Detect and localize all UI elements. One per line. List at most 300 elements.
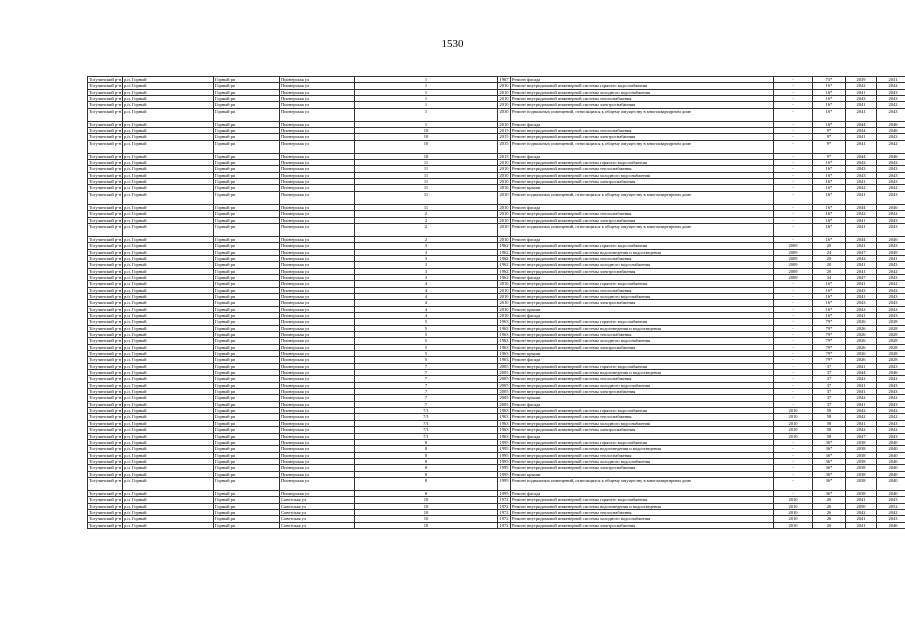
- plan-end-cell: 2043: [877, 191, 905, 204]
- settlement-cell: р.п. Горный: [123, 306, 214, 312]
- district-cell: Тогучинский р-н: [89, 243, 122, 249]
- work-type-cell: Ремонт внутридомовой инженерной системы холодного водоснабжения: [511, 420, 774, 426]
- settlement-cell: р.п. Горный: [123, 281, 214, 287]
- settlement-cell: р.п. Горный: [123, 433, 214, 439]
- settlement-cell: р.п. Горный: [123, 128, 214, 134]
- street-cell: Пионерская ул: [280, 370, 355, 376]
- municipality-cell: Горный рп: [214, 300, 280, 306]
- street-cell: Пионерская ул: [280, 102, 355, 108]
- street-cell: Пионерская ул: [280, 268, 355, 274]
- build-year-cell: 2010: [499, 211, 509, 217]
- settlement-cell: р.п. Горный: [123, 83, 214, 89]
- wear-cell: 16*: [813, 300, 846, 306]
- district-cell: Тогучинский р-н: [89, 179, 122, 185]
- work-type-cell: Ремонт внутридомовой инженерной системы водоотведения и водоотведения: [511, 503, 774, 509]
- settlement-cell: р.п. Горный: [123, 414, 214, 420]
- build-year-cell: 1963: [499, 351, 509, 357]
- build-year-cell: 2010: [499, 89, 509, 95]
- last-repair-year-cell: -: [774, 325, 813, 331]
- street-cell: Пионерская ул: [280, 185, 355, 191]
- work-type-cell: Ремонт фасада: [511, 490, 774, 496]
- municipality-cell: Горный рп: [214, 408, 280, 414]
- settlement-cell: р.п. Горный: [123, 363, 214, 369]
- wear-cell: 16*: [813, 191, 846, 204]
- work-type-cell: Ремонт крыши: [511, 471, 774, 477]
- municipality-cell: Горный рп: [214, 160, 280, 166]
- build-year-cell: 1972: [499, 497, 509, 503]
- municipality-cell: Горный рп: [214, 77, 280, 83]
- wear-cell: 16*: [813, 204, 846, 210]
- municipality-cell: Горный рп: [214, 134, 280, 140]
- street-cell: Пионерская ул: [280, 191, 355, 204]
- wear-cell: 16*: [813, 223, 846, 236]
- street-cell: Пионерская ул: [280, 427, 355, 433]
- plan-end-cell: 2040: [877, 452, 905, 458]
- plan-start-cell: 2042: [846, 211, 877, 217]
- wear-cell: 20: [813, 268, 846, 274]
- settlement-cell: р.п. Горный: [123, 102, 214, 108]
- plan-start-cell: 2042: [846, 414, 877, 420]
- build-year-cell: 2010: [498, 108, 511, 121]
- street-cell: Пионерская ул: [280, 134, 355, 140]
- work-type-cell: Ремонт внутридомовой инженерной системы теплоснабжения: [511, 166, 774, 172]
- street-cell: Пионерская ул: [280, 83, 355, 89]
- district-cell: Тогучинский р-н: [89, 414, 122, 420]
- settlement-cell: р.п. Горный: [123, 255, 214, 261]
- house-number-cell: 8: [355, 490, 498, 496]
- plan-end-cell: 2042: [877, 102, 905, 108]
- district-cell: Тогучинский р-н: [89, 293, 122, 299]
- last-repair-year-cell: -: [774, 153, 813, 159]
- wear-cell: 20: [813, 243, 846, 249]
- last-repair-year-cell: -: [774, 185, 813, 191]
- wear-cell: 16*: [813, 96, 846, 102]
- wear-cell: 16*: [813, 185, 846, 191]
- last-repair-year-cell: -: [774, 376, 813, 382]
- settlement-cell: р.п. Горный: [123, 211, 214, 217]
- last-repair-year-cell: -: [774, 477, 813, 490]
- settlement-cell: р.п. Горный: [123, 204, 214, 210]
- plan-start-cell: 2041: [846, 191, 877, 204]
- house-number-cell: 4: [355, 287, 498, 293]
- district-cell: Тогучинский р-н: [88, 108, 123, 121]
- plan-start-cell: 2026: [846, 344, 877, 350]
- district-cell: Тогучинский р-н: [89, 332, 122, 337]
- street-cell: Пионерская ул: [280, 332, 355, 338]
- last-repair-year-cell: -: [774, 382, 813, 388]
- house-number-cell: 10: [355, 516, 498, 522]
- street-cell: Пионерская ул: [280, 255, 355, 261]
- district-cell: Тогучинский р-н: [88, 477, 123, 490]
- house-number-cell: 11: [355, 166, 498, 172]
- district-cell: Тогучинский р-н: [89, 83, 122, 89]
- street-cell: Пионерская ул: [280, 166, 355, 172]
- plan-start-cell: 2041: [846, 217, 877, 223]
- wear-cell: 9*: [813, 128, 846, 134]
- plan-start-cell: 2041: [846, 281, 877, 287]
- plan-start-cell: 2044: [846, 128, 877, 134]
- build-year-cell: 1967: [499, 77, 509, 82]
- wear-cell: 37: [813, 370, 846, 376]
- work-type-cell: Ремонт внутридомовой инженерной системы электроснабжения: [511, 268, 774, 274]
- work-type-cell: Ремонт внутридомовой инженерной системы электроснабжения: [511, 217, 774, 223]
- work-type-cell: Ремонт внутридомовой инженерной системы электроснабжения: [511, 427, 774, 433]
- plan-start-cell: 2042: [846, 376, 877, 382]
- plan-end-cell: 2049: [877, 249, 905, 255]
- build-year-cell: 1972: [499, 516, 509, 522]
- district-cell: Тогучинский р-н: [89, 274, 122, 280]
- plan-end-cell: 2028: [877, 332, 905, 338]
- work-type-cell: Ремонт внутридомовой инженерной системы теплоснабжения: [511, 128, 774, 134]
- settlement-cell: р.п. Горный: [123, 477, 214, 490]
- municipality-cell: Горный рп: [214, 217, 280, 223]
- last-repair-year-cell: -: [774, 217, 813, 223]
- municipality-cell: Горный рп: [214, 490, 280, 496]
- street-cell: Пионерская ул: [280, 471, 355, 477]
- build-year-cell: 1963: [499, 357, 509, 363]
- district-cell: Тогучинский р-н: [89, 471, 122, 477]
- house-number-cell: 11: [355, 191, 498, 204]
- wear-cell: 9*: [813, 134, 846, 140]
- wear-cell: 16*: [813, 287, 846, 293]
- last-repair-year-cell: 2009: [774, 274, 813, 280]
- wear-cell: 16*: [813, 89, 846, 95]
- district-cell: Тогучинский р-н: [89, 363, 122, 369]
- last-repair-year-cell: 2010: [774, 414, 813, 420]
- district-cell: Тогучинский р-н: [89, 509, 122, 515]
- street-cell: Пионерская ул: [280, 477, 355, 490]
- build-year-cell: 1995: [499, 452, 509, 458]
- plan-start-cell: 2044: [846, 370, 877, 376]
- wear-cell: 36*: [813, 471, 846, 477]
- settlement-cell: р.п. Горный: [123, 509, 214, 515]
- work-type-cell: Ремонт внутридомовой инженерной системы электроснабжения: [511, 389, 774, 395]
- municipality-cell: Горный рп: [214, 344, 280, 350]
- plan-end-cell: 2043: [877, 262, 905, 268]
- municipality-cell: Горный рп: [214, 243, 280, 249]
- last-repair-year-cell: -: [774, 458, 813, 464]
- build-year-cell: 1962: [499, 262, 509, 268]
- settlement-cell: р.п. Горный: [123, 217, 214, 223]
- plan-end-cell: 2042: [877, 268, 905, 274]
- municipality-cell: Горный рп: [214, 363, 280, 369]
- plan-start-cell: 2047: [846, 433, 877, 439]
- district-cell: Тогучинский р-н: [88, 140, 123, 153]
- settlement-cell: р.п. Горный: [123, 121, 214, 127]
- last-repair-year-cell: 2009: [774, 268, 813, 274]
- district-cell: Тогучинский р-н: [89, 382, 122, 388]
- municipality-cell: Горный рп: [214, 172, 280, 178]
- municipality-cell: Горный рп: [214, 312, 280, 318]
- settlement-cell: р.п. Горный: [123, 140, 214, 153]
- work-type-cell: Ремонт внутридомовой инженерной системы теплоснабжения: [511, 376, 774, 382]
- plan-end-cell: 2028: [877, 325, 905, 331]
- wear-cell: 16*: [813, 102, 846, 108]
- street-cell: Пионерская ул: [280, 312, 355, 318]
- last-repair-year-cell: -: [774, 332, 813, 338]
- plan-start-cell: 2041: [846, 497, 877, 503]
- plan-end-cell: 2042: [877, 306, 905, 312]
- plan-end-cell: 2042: [877, 160, 905, 166]
- settlement-cell: р.п. Горный: [123, 108, 214, 121]
- plan-start-cell: 2041: [846, 293, 877, 299]
- plan-start-cell: 2044: [846, 236, 877, 242]
- settlement-cell: р.п. Горный: [123, 452, 214, 458]
- wear-cell: 58: [813, 427, 846, 433]
- last-repair-year-cell: 2010: [774, 408, 813, 414]
- build-year-cell: 2010: [499, 287, 509, 293]
- street-cell: Пионерская ул: [280, 408, 355, 414]
- last-repair-year-cell: -: [774, 223, 813, 236]
- street-cell: Пионерская ул: [280, 179, 355, 185]
- wear-cell: 16*: [813, 179, 846, 185]
- work-type-cell: Ремонт фасада: [511, 153, 774, 159]
- district-cell: Тогучинский р-н: [89, 153, 122, 159]
- plan-start-cell: 2042: [846, 185, 877, 191]
- work-type-cell: Ремонт фасада: [511, 312, 774, 318]
- settlement-cell: р.п. Горный: [123, 262, 214, 268]
- build-year-cell: 1995: [499, 490, 509, 496]
- municipality-cell: Горный рп: [214, 319, 280, 325]
- work-type-cell: Ремонт внутридомовой инженерной системы теплоснабжения: [511, 414, 774, 420]
- settlement-cell: р.п. Горный: [123, 249, 214, 255]
- wear-cell: 36*: [813, 465, 846, 471]
- build-year-cell: 2010: [499, 217, 509, 223]
- work-type-cell: Ремонт внутридомовой инженерной системы горячего водоснабжения: [511, 83, 774, 89]
- table-row: [88, 191, 905, 204]
- plan-start-cell: 2043: [846, 300, 877, 306]
- last-repair-year-cell: -: [774, 77, 813, 83]
- street-cell: Советская ул: [280, 497, 355, 503]
- wear-cell: 73*: [813, 77, 846, 83]
- build-year-cell: 1972: [499, 522, 509, 528]
- work-type-cell: Ремонт внутридомовой инженерной системы горячего водоснабжения: [511, 497, 774, 503]
- build-year-cell: 2005: [499, 382, 509, 388]
- last-repair-year-cell: 2010: [774, 509, 813, 515]
- page-number: 1530: [441, 38, 464, 50]
- municipality-cell: Горный рп: [214, 140, 280, 153]
- house-number-cell: 7/1: [355, 414, 498, 420]
- build-year-cell: 2010: [498, 223, 511, 236]
- plan-end-cell: 2031: [877, 77, 905, 83]
- district-cell: Тогучинский р-н: [89, 516, 122, 522]
- plan-end-cell: 2042: [877, 83, 905, 89]
- plan-start-cell: 2041: [846, 420, 877, 426]
- house-number-cell: 3: [355, 249, 498, 255]
- work-type-cell: Ремонт внутридомовой инженерной системы холодного водоснабжения: [511, 382, 774, 388]
- district-cell: Тогучинский р-н: [89, 458, 122, 464]
- work-type-cell: Ремонт внутридомовой инженерной системы холодного водоснабжения: [511, 89, 774, 95]
- house-number-cell: 8: [355, 458, 498, 464]
- plan-end-cell: 2043: [877, 217, 905, 223]
- last-repair-year-cell: -: [774, 172, 813, 178]
- municipality-cell: Горный рп: [214, 497, 280, 503]
- wear-cell: 37: [813, 389, 846, 395]
- wear-cell: 37: [813, 376, 846, 382]
- street-cell: Пионерская ул: [280, 211, 355, 217]
- last-repair-year-cell: -: [774, 446, 813, 452]
- street-cell: Пионерская ул: [280, 395, 355, 401]
- build-year-cell: 2010: [499, 172, 509, 178]
- plan-end-cell: 2046: [877, 128, 905, 134]
- settlement-cell: р.п. Горный: [123, 516, 214, 522]
- district-cell: Тогучинский р-н: [89, 344, 122, 350]
- plan-end-cell: 2042: [877, 211, 905, 217]
- wear-cell: 20: [813, 262, 846, 268]
- settlement-cell: р.п. Горный: [123, 401, 214, 407]
- build-year-cell: 2005: [499, 401, 509, 407]
- wear-cell: 16*: [813, 306, 846, 312]
- wear-cell: 79*: [813, 357, 846, 363]
- last-repair-year-cell: -: [774, 166, 813, 172]
- work-type-cell: Ремонт внутридомовой инженерной системы холодного водоснабжения: [511, 293, 774, 299]
- build-year-cell: 1962: [499, 274, 509, 280]
- district-cell: Тогучинский р-н: [89, 503, 122, 509]
- plan-end-cell: 2040: [877, 471, 905, 477]
- wear-cell: 26: [813, 516, 846, 522]
- build-year-cell: 1972: [499, 503, 509, 509]
- municipality-cell: Горный рп: [214, 503, 280, 509]
- house-number-cell: 8: [355, 439, 498, 445]
- plan-end-cell: 2043: [877, 96, 905, 102]
- plan-start-cell: 2042: [846, 306, 877, 312]
- plan-start-cell: 2042: [846, 408, 877, 414]
- wear-cell: 16*: [813, 166, 846, 172]
- last-repair-year-cell: -: [774, 490, 813, 496]
- municipality-cell: Горный рп: [214, 427, 280, 433]
- house-number-cell: 11: [355, 185, 498, 191]
- build-year-cell: 1995: [499, 471, 509, 477]
- municipality-cell: Горный рп: [214, 121, 280, 127]
- district-cell: Тогучинский р-н: [89, 370, 122, 376]
- last-repair-year-cell: -: [774, 134, 813, 140]
- municipality-cell: Горный рп: [214, 351, 280, 357]
- street-cell: Пионерская ул: [280, 300, 355, 306]
- district-cell: Тогучинский р-н: [89, 268, 122, 274]
- street-cell: Пионерская ул: [280, 306, 355, 312]
- street-cell: Пионерская ул: [280, 243, 355, 249]
- build-year-cell: 2005: [499, 363, 509, 369]
- municipality-cell: Горный рп: [214, 338, 280, 344]
- street-cell: Пионерская ул: [280, 414, 355, 420]
- street-cell: Советская ул: [280, 522, 355, 528]
- work-type-cell: Ремонт крыши: [511, 185, 774, 191]
- plan-end-cell: 2042: [877, 395, 905, 401]
- wear-cell: 9*: [813, 153, 846, 159]
- district-cell: Тогучинский р-н: [89, 325, 122, 331]
- municipality-cell: Горный рп: [214, 522, 280, 528]
- work-type-cell: Ремонт внутридомовой инженерной системы холодного водоснабжения: [511, 516, 774, 522]
- last-repair-year-cell: -: [774, 89, 813, 95]
- district-cell: Тогучинский р-н: [89, 300, 122, 306]
- plan-start-cell: 2041: [846, 223, 877, 236]
- street-cell: Пионерская ул: [280, 77, 355, 83]
- street-cell: Пионерская ул: [280, 325, 355, 331]
- settlement-cell: р.п. Горный: [123, 166, 214, 172]
- last-repair-year-cell: -: [774, 108, 813, 121]
- district-cell: Тогучинский р-н: [89, 465, 122, 471]
- work-type-cell: Ремонт фасада: [511, 204, 774, 210]
- street-cell: Пионерская ул: [280, 363, 355, 369]
- street-cell: Пионерская ул: [280, 287, 355, 293]
- plan-start-cell: 2038: [846, 452, 877, 458]
- build-year-cell: 1963: [499, 319, 509, 325]
- district-cell: Тогучинский р-н: [89, 166, 122, 172]
- build-year-cell: 2005: [499, 395, 509, 401]
- plan-end-cell: 2046: [877, 370, 905, 376]
- build-year-cell: 1963: [499, 427, 509, 433]
- house-number-cell: 1: [355, 77, 498, 83]
- house-number-cell: 2: [355, 223, 498, 236]
- table-row: [88, 477, 905, 490]
- municipality-cell: Горный рп: [214, 325, 280, 331]
- plan-end-cell: 2042: [877, 281, 905, 287]
- house-number-cell: 8: [355, 452, 498, 458]
- settlement-cell: р.п. Горный: [123, 370, 214, 376]
- settlement-cell: р.п. Горный: [123, 312, 214, 318]
- plan-start-cell: 2026: [846, 351, 877, 357]
- build-year-cell: 1963: [499, 332, 509, 337]
- district-cell: Тогучинский р-н: [89, 427, 122, 433]
- house-number-cell: 1: [355, 102, 498, 108]
- build-year-cell: 2015: [499, 128, 509, 134]
- wear-cell: 9*: [813, 140, 846, 153]
- plan-end-cell: 2042: [877, 140, 905, 153]
- district-cell: Тогучинский р-н: [89, 452, 122, 458]
- work-type-cell: Ремонт подвальных помещений, относящихся к общему имуществу в многоквартирном доме: [511, 140, 774, 153]
- plan-start-cell: 2042: [846, 83, 877, 89]
- settlement-cell: р.п. Горный: [123, 408, 214, 414]
- settlement-cell: р.п. Горный: [123, 439, 214, 445]
- settlement-cell: р.п. Горный: [123, 191, 214, 204]
- plan-end-cell: 2028: [877, 344, 905, 350]
- municipality-cell: Горный рп: [214, 395, 280, 401]
- settlement-cell: р.п. Горный: [123, 236, 214, 242]
- table-row: [88, 140, 905, 153]
- table-body: [88, 77, 905, 529]
- settlement-cell: р.п. Горный: [123, 172, 214, 178]
- district-cell: Тогучинский р-н: [89, 312, 122, 318]
- wear-cell: 79*: [813, 338, 846, 344]
- district-cell: Тогучинский р-н: [89, 96, 122, 102]
- district-cell: Тогучинский р-н: [89, 376, 122, 382]
- work-type-cell: Ремонт внутридомовой инженерной системы электроснабжения: [511, 179, 774, 185]
- district-cell: Тогучинский р-н: [89, 439, 122, 445]
- settlement-cell: р.п. Горный: [123, 490, 214, 496]
- settlement-cell: р.п. Горный: [123, 153, 214, 159]
- work-type-cell: Ремонт фасада: [511, 77, 774, 83]
- work-type-cell: Ремонт внутридомовой инженерной системы горячего водоснабжения: [511, 319, 774, 325]
- district-cell: Тогучинский р-н: [89, 255, 122, 261]
- street-cell: Пионерская ул: [280, 446, 355, 452]
- house-number-cell: 1: [355, 121, 498, 127]
- last-repair-year-cell: -: [774, 351, 813, 357]
- plan-start-cell: 2043: [846, 172, 877, 178]
- district-cell: Тогучинский р-н: [89, 395, 122, 401]
- municipality-cell: Горный рп: [214, 83, 280, 89]
- house-number-cell: 4: [355, 306, 498, 312]
- work-type-cell: Ремонт внутридомовой инженерной системы электроснабжения: [511, 300, 774, 306]
- house-number-cell: 10: [355, 140, 498, 153]
- wear-cell: 16*: [813, 211, 846, 217]
- work-type-cell: Ремонт внутридомовой инженерной системы горячего водоснабжения: [511, 439, 774, 445]
- district-cell: Тогучинский р-н: [89, 338, 122, 344]
- street-cell: Пионерская ул: [280, 433, 355, 439]
- last-repair-year-cell: -: [774, 102, 813, 108]
- last-repair-year-cell: 2010: [774, 420, 813, 426]
- house-number-cell: 4: [355, 293, 498, 299]
- plan-start-cell: 2042: [846, 395, 877, 401]
